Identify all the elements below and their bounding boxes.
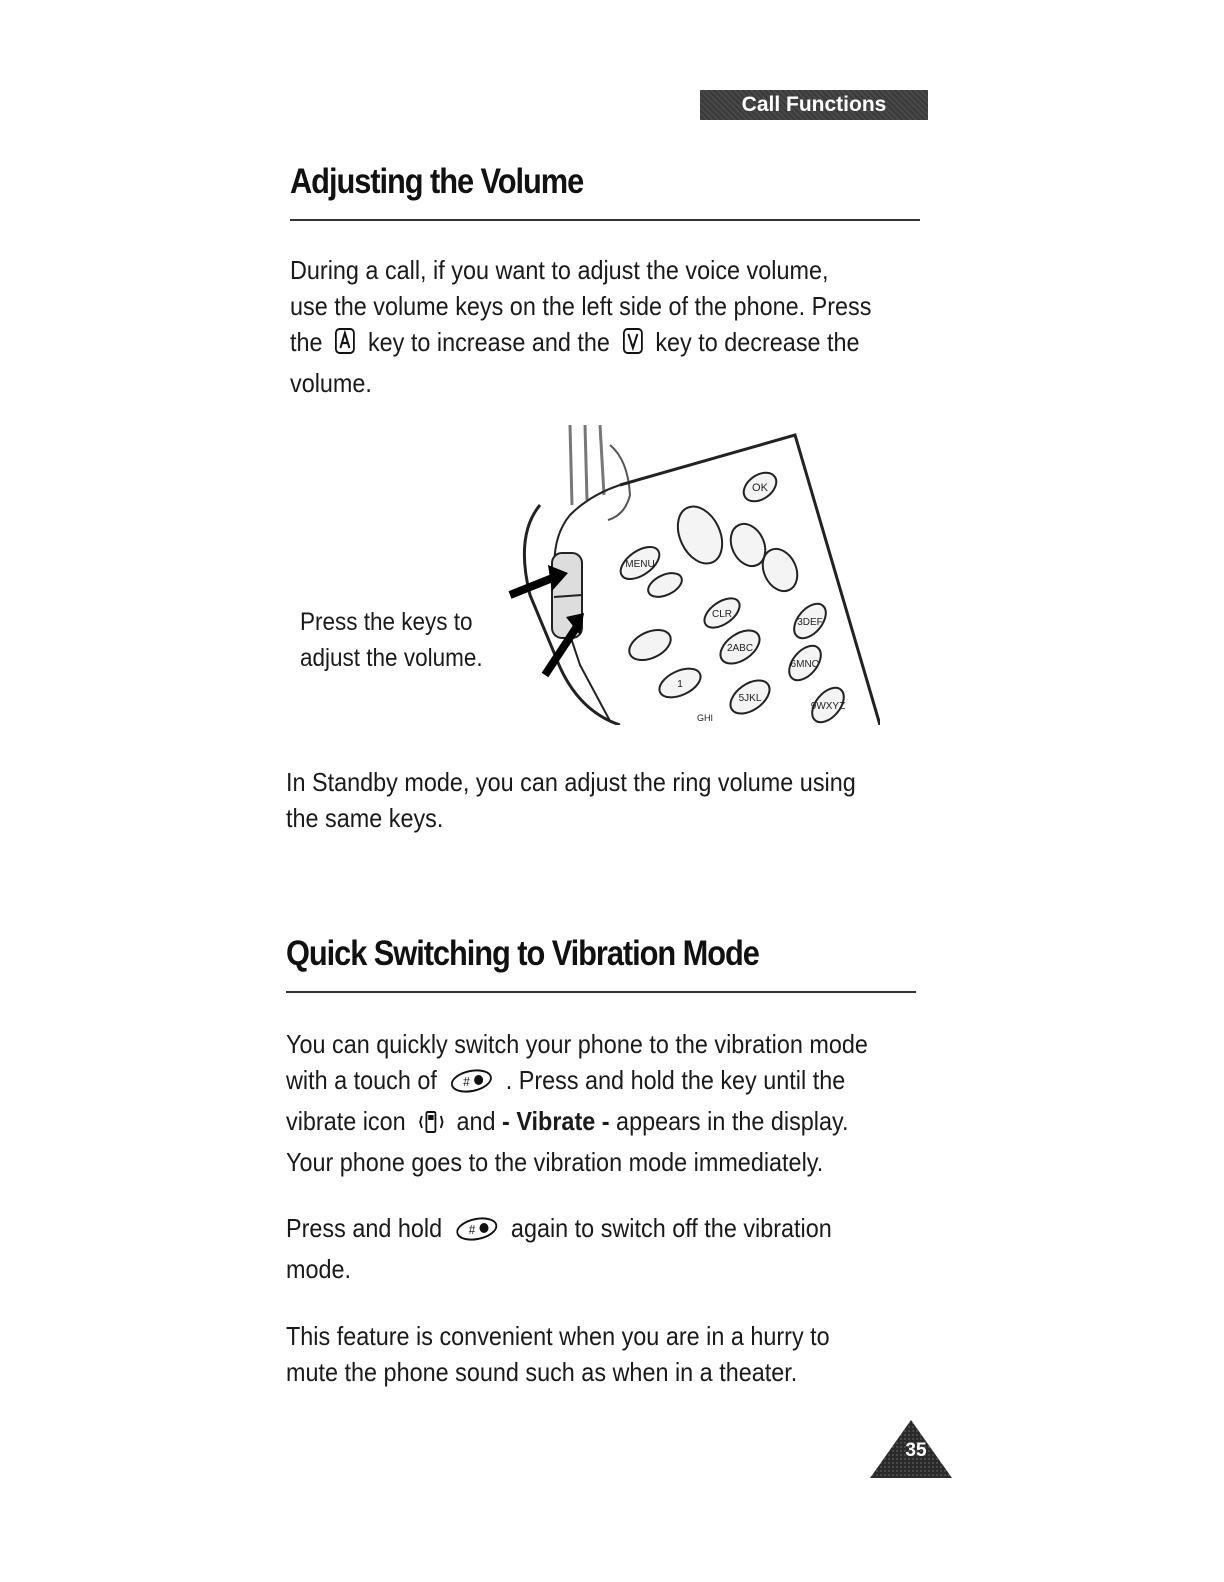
key-6-label: 6MNO — [790, 659, 820, 670]
key-ok-label: OK — [752, 482, 768, 494]
text-fragment: and — [456, 1106, 496, 1136]
text-line: use the volume keys on the left side of the phone. Press — [290, 291, 872, 321]
key-menu-label: MENU — [625, 559, 655, 570]
page-number: 35 — [905, 1440, 927, 1461]
text-fragment: with a touch of — [286, 1065, 437, 1095]
key-4-label: GHI — [696, 713, 714, 723]
text-fragment: key to decrease the — [655, 327, 860, 357]
vibration-paragraph-1 — [286, 1026, 934, 1180]
standby-paragraph — [286, 764, 916, 836]
phone-volume-illustration — [500, 425, 880, 725]
illustration-caption — [300, 604, 507, 676]
vibrate-display-text: - Vibrate - — [502, 1106, 610, 1136]
key-1-label: 1 — [677, 679, 683, 690]
section-title-vibration-mode: Quick Switching to Vibration Mode — [286, 934, 759, 973]
text-line: You can quickly switch your phone to the vibration mode — [286, 1029, 868, 1059]
text-line: the same keys. — [286, 803, 444, 833]
text-line: mode. — [286, 1254, 352, 1284]
text-fragment: key to increase and the — [367, 327, 610, 357]
title-rule — [290, 219, 920, 221]
volume-up-key-icon — [334, 326, 356, 365]
text-fragment: . Press and hold the key until the — [505, 1065, 846, 1095]
volume-down-key-icon — [622, 326, 644, 365]
section-tab: Call Functions — [700, 90, 928, 120]
key-9-label: 9WXYZ — [810, 701, 846, 712]
text-fragment: vibrate icon — [286, 1106, 406, 1136]
text-line — [286, 1103, 934, 1144]
text-line: In Standby mode, you can adjust the ring volume using — [286, 767, 856, 797]
text-fragment: Press and hold — [286, 1213, 443, 1243]
text-line — [286, 1210, 934, 1251]
hash-key-label: # — [468, 1222, 475, 1238]
text-line: This feature is convenient when you are in a hurry to — [286, 1321, 830, 1351]
key-clr-label: CLR — [711, 609, 733, 620]
text-fragment: the — [290, 327, 323, 357]
text-fragment: appears in the display. — [616, 1106, 849, 1136]
key-3-label: 3DEF — [797, 617, 823, 628]
key-2-label: 2ABC — [726, 643, 754, 654]
text-line: mute the phone sound such as when in a theater. — [286, 1357, 798, 1387]
text-line: During a call, if you want to adjust the voice volume, — [290, 255, 829, 285]
hash-key-icon — [449, 1067, 494, 1103]
vibration-paragraph-3 — [286, 1318, 934, 1390]
caption-line: adjust the volume. — [300, 644, 483, 672]
text-line — [290, 324, 920, 365]
volume-intro-paragraph — [290, 252, 920, 401]
hash-key-label: # — [463, 1074, 470, 1090]
hash-key-icon — [454, 1215, 499, 1251]
title-rule — [286, 991, 916, 993]
text-line: Your phone goes to the vibration mode immediately. — [286, 1147, 824, 1177]
caption-line: Press the keys to — [300, 608, 473, 636]
vibration-paragraph-2 — [286, 1210, 934, 1287]
key-5-label: 5JKL — [738, 693, 762, 704]
text-fragment: again to switch off the vibration — [510, 1213, 832, 1243]
section-title-adjusting-volume: Adjusting the Volume — [290, 162, 584, 201]
text-line — [286, 1062, 934, 1103]
vibrate-icon — [418, 1108, 445, 1144]
text-line: volume. — [290, 368, 372, 398]
